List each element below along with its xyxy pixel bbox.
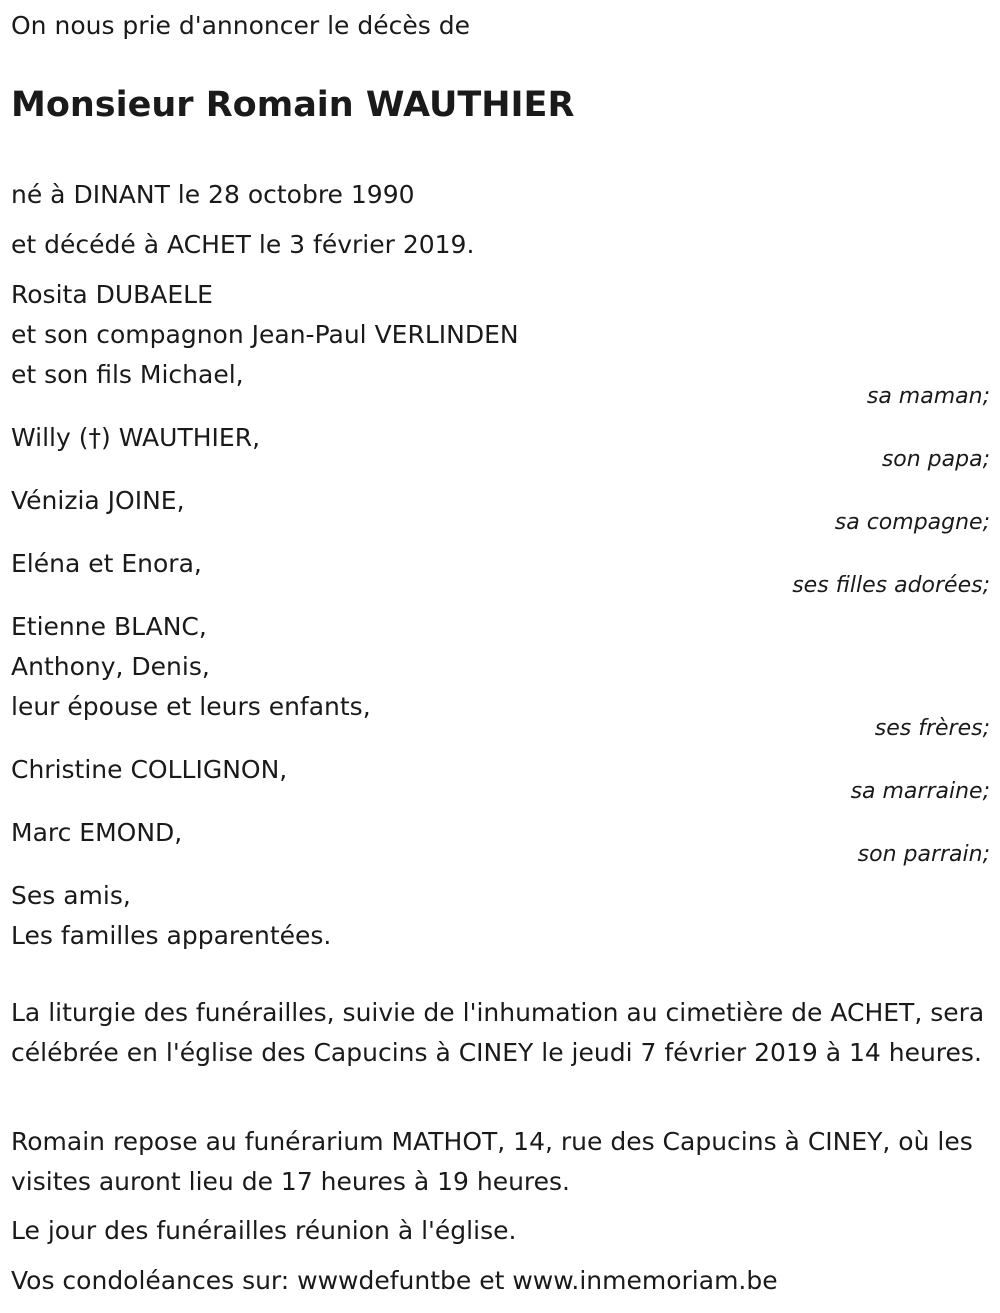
family-member-line: Marc EMOND,: [11, 818, 183, 847]
family-role: sa compagne;: [834, 510, 990, 535]
family-member-line: Eléna et Enora,: [11, 549, 202, 578]
family-member-line: Willy (†) WAUTHIER,: [11, 423, 261, 452]
family-member-line: Anthony, Denis,: [11, 652, 210, 681]
family-role: son papa;: [881, 447, 990, 472]
family-member-line: Christine COLLIGNON,: [11, 755, 288, 784]
meeting-paragraph: Le jour des funérailles réunion à l'église.: [11, 1216, 517, 1245]
announcement-text: On nous prie d'annoncer le décès de: [11, 11, 470, 40]
family-member-line: Etienne BLANC,: [11, 612, 207, 641]
family-role: ses frères;: [874, 716, 990, 741]
closing-line: Ses amis,: [11, 881, 131, 910]
family-role: sa maman;: [866, 384, 990, 409]
condolences-paragraph: Vos condoléances sur: wwwdefuntbe et www.inmemoriam.be: [11, 1266, 778, 1295]
family-role: son parrain;: [857, 842, 990, 867]
family-member-line: leur épouse et leurs enfants,: [11, 692, 371, 721]
liturgy-paragraph: La liturgie des funérailles, suivie de l'inhumation au cimetière de ACHET, sera célébrée en l'église des Capucins à CINEY le jeudi 7 février 2019 à 14 heures.: [11, 998, 985, 1067]
visitation-paragraph: Romain repose au funérarium MATHOT, 14, rue des Capucins à CINEY, où les visites auront lieu de 17 heures à 19 heures.: [11, 1127, 973, 1196]
family-member-line: et son fils Michael,: [11, 360, 244, 389]
family-role: ses filles adorées;: [792, 573, 990, 598]
birth-info: né à DINANT le 28 octobre 1990: [11, 180, 415, 209]
death-info: et décédé à ACHET le 3 février 2019.: [11, 230, 475, 259]
family-role: sa marraine;: [850, 779, 990, 804]
family-member-line: Rosita DUBAELE: [11, 280, 213, 309]
family-member-line: et son compagnon Jean-Paul VERLINDEN: [11, 320, 519, 349]
family-member-line: Vénizia JOINE,: [11, 486, 185, 515]
closing-line: Les familles apparentées.: [11, 921, 332, 950]
deceased-name: Monsieur Romain WAUTHIER: [11, 85, 575, 125]
